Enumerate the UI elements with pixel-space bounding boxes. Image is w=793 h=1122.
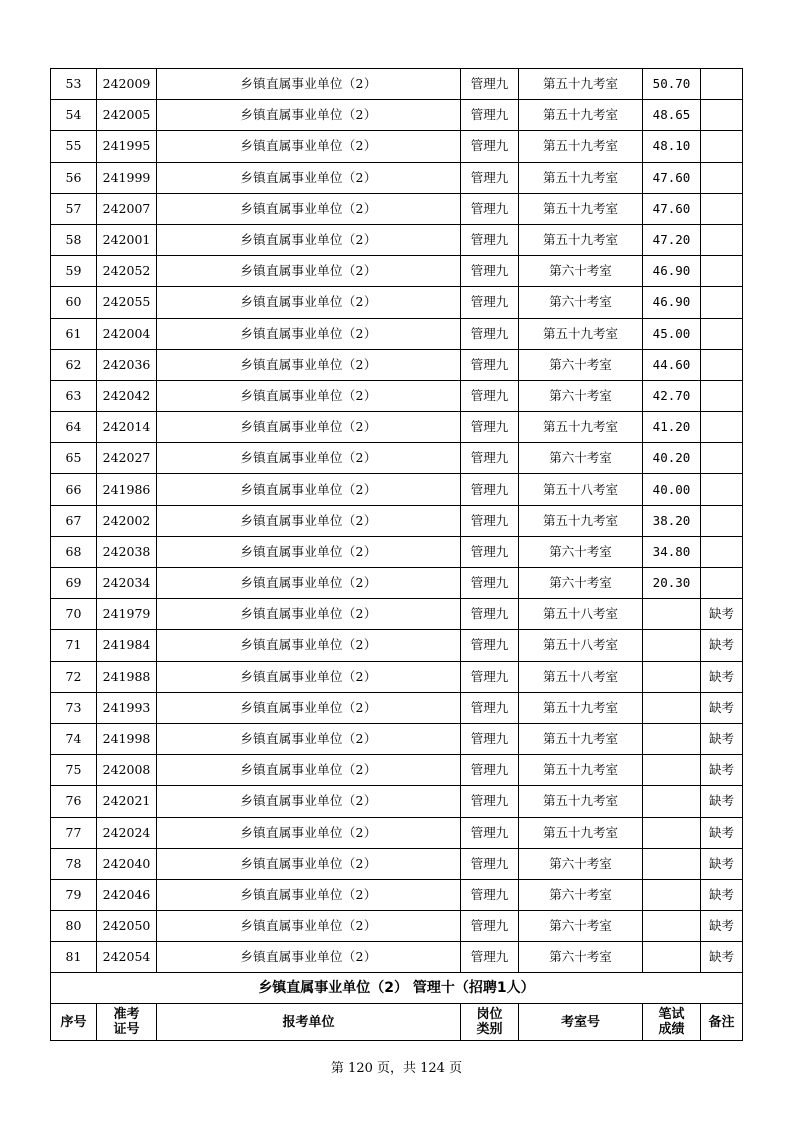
cell-id: 241984 <box>97 630 157 661</box>
cell-category: 管理九 <box>461 942 519 973</box>
cell-room: 第六十考室 <box>519 879 643 910</box>
table-row <box>51 817 743 848</box>
cell-no: 71 <box>51 630 97 661</box>
cell-score: 40.20 <box>643 443 701 474</box>
cell-no: 68 <box>51 536 97 567</box>
cell-score: 44.60 <box>643 349 701 380</box>
cell-id: 242042 <box>97 380 157 411</box>
cell-room: 第五十九考室 <box>519 786 643 817</box>
cell-score: 46.90 <box>643 287 701 318</box>
cell-score <box>643 942 701 973</box>
col-header-room: 考室号 <box>519 1004 643 1041</box>
cell-category: 管理九 <box>461 723 519 754</box>
cell-id: 242007 <box>97 193 157 224</box>
cell-note <box>701 349 743 380</box>
cell-id: 241988 <box>97 661 157 692</box>
cell-note: 缺考 <box>701 692 743 723</box>
cell-room: 第五十八考室 <box>519 599 643 630</box>
cell-room: 第五十九考室 <box>519 318 643 349</box>
cell-category: 管理九 <box>461 131 519 162</box>
cell-room: 第六十考室 <box>519 536 643 567</box>
cell-no: 56 <box>51 162 97 193</box>
col-header-no: 序号 <box>51 1004 97 1041</box>
table-row <box>51 599 743 630</box>
table-row <box>51 256 743 287</box>
cell-note: 缺考 <box>701 786 743 817</box>
cell-category: 管理九 <box>461 630 519 661</box>
table-row <box>51 692 743 723</box>
cell-id: 242001 <box>97 224 157 255</box>
table-row <box>51 630 743 661</box>
cell-note <box>701 536 743 567</box>
cell-category: 管理九 <box>461 412 519 443</box>
cell-score <box>643 630 701 661</box>
cell-unit: 乡镇直属事业单位（2） <box>157 848 461 879</box>
cell-id: 242024 <box>97 817 157 848</box>
cell-score: 47.60 <box>643 162 701 193</box>
cell-no: 74 <box>51 723 97 754</box>
cell-room: 第五十九考室 <box>519 692 643 723</box>
cell-score: 48.65 <box>643 100 701 131</box>
cell-id: 242036 <box>97 349 157 380</box>
cell-category: 管理九 <box>461 256 519 287</box>
cell-unit: 乡镇直属事业单位（2） <box>157 723 461 754</box>
cell-score <box>643 911 701 942</box>
cell-no: 53 <box>51 69 97 100</box>
cell-score: 48.10 <box>643 131 701 162</box>
cell-note <box>701 443 743 474</box>
cell-no: 65 <box>51 443 97 474</box>
table-row <box>51 412 743 443</box>
cell-room: 第五十八考室 <box>519 630 643 661</box>
cell-note <box>701 568 743 599</box>
cell-unit: 乡镇直属事业单位（2） <box>157 256 461 287</box>
table-row <box>51 723 743 754</box>
cell-room: 第五十九考室 <box>519 224 643 255</box>
cell-room: 第六十考室 <box>519 443 643 474</box>
cell-category: 管理九 <box>461 380 519 411</box>
cell-id: 242002 <box>97 505 157 536</box>
cell-score <box>643 692 701 723</box>
cell-unit: 乡镇直属事业单位（2） <box>157 879 461 910</box>
table-row <box>51 131 743 162</box>
cell-room: 第五十九考室 <box>519 69 643 100</box>
cell-room: 第五十九考室 <box>519 193 643 224</box>
cell-unit: 乡镇直属事业单位（2） <box>157 568 461 599</box>
cell-category: 管理九 <box>461 536 519 567</box>
cell-unit: 乡镇直属事业单位（2） <box>157 443 461 474</box>
cell-note <box>701 224 743 255</box>
cell-id: 242046 <box>97 879 157 910</box>
cell-no: 73 <box>51 692 97 723</box>
cell-unit: 乡镇直属事业单位（2） <box>157 224 461 255</box>
cell-unit: 乡镇直属事业单位（2） <box>157 817 461 848</box>
cell-note <box>701 100 743 131</box>
cell-no: 64 <box>51 412 97 443</box>
table-row <box>51 69 743 100</box>
cell-note <box>701 412 743 443</box>
cell-unit: 乡镇直属事业单位（2） <box>157 786 461 817</box>
cell-no: 61 <box>51 318 97 349</box>
cell-room: 第六十考室 <box>519 349 643 380</box>
table-row <box>51 443 743 474</box>
cell-id: 242034 <box>97 568 157 599</box>
table-row <box>51 474 743 505</box>
cell-note: 缺考 <box>701 879 743 910</box>
cell-note: 缺考 <box>701 755 743 786</box>
cell-score <box>643 723 701 754</box>
cell-note: 缺考 <box>701 599 743 630</box>
cell-category: 管理九 <box>461 692 519 723</box>
cell-id: 242027 <box>97 443 157 474</box>
cell-score: 20.30 <box>643 568 701 599</box>
cell-no: 63 <box>51 380 97 411</box>
cell-category: 管理九 <box>461 755 519 786</box>
cell-no: 80 <box>51 911 97 942</box>
cell-no: 72 <box>51 661 97 692</box>
table-row <box>51 349 743 380</box>
table-row <box>51 879 743 910</box>
cell-unit: 乡镇直属事业单位（2） <box>157 911 461 942</box>
col-header-category <box>461 1004 519 1041</box>
cell-note <box>701 380 743 411</box>
cell-note <box>701 474 743 505</box>
cell-category: 管理九 <box>461 443 519 474</box>
cell-category: 管理九 <box>461 193 519 224</box>
cell-category: 管理九 <box>461 474 519 505</box>
cell-room: 第六十考室 <box>519 568 643 599</box>
cell-note <box>701 193 743 224</box>
cell-room: 第五十九考室 <box>519 412 643 443</box>
table-row <box>51 224 743 255</box>
table-row <box>51 911 743 942</box>
cell-score: 47.60 <box>643 193 701 224</box>
cell-no: 81 <box>51 942 97 973</box>
cell-score: 50.70 <box>643 69 701 100</box>
table-row <box>51 162 743 193</box>
cell-category: 管理九 <box>461 505 519 536</box>
table-row <box>51 193 743 224</box>
table-row <box>51 755 743 786</box>
cell-id: 242054 <box>97 942 157 973</box>
cell-category: 管理九 <box>461 661 519 692</box>
table-row <box>51 100 743 131</box>
cell-no: 67 <box>51 505 97 536</box>
cell-category: 管理九 <box>461 318 519 349</box>
cell-room: 第五十八考室 <box>519 474 643 505</box>
table-row <box>51 287 743 318</box>
cell-room: 第五十九考室 <box>519 100 643 131</box>
cell-unit: 乡镇直属事业单位（2） <box>157 100 461 131</box>
cell-room: 第五十八考室 <box>519 661 643 692</box>
table-row <box>51 661 743 692</box>
cell-score <box>643 848 701 879</box>
cell-note <box>701 318 743 349</box>
cell-unit: 乡镇直属事业单位（2） <box>157 131 461 162</box>
cell-note <box>701 131 743 162</box>
table-body <box>51 69 743 973</box>
header-row <box>51 1004 743 1041</box>
cell-score: 34.80 <box>643 536 701 567</box>
cell-unit: 乡镇直属事业单位（2） <box>157 692 461 723</box>
cell-id: 242008 <box>97 755 157 786</box>
cell-id: 241986 <box>97 474 157 505</box>
cell-room: 第六十考室 <box>519 911 643 942</box>
cell-unit: 乡镇直属事业单位（2） <box>157 318 461 349</box>
cell-category: 管理九 <box>461 879 519 910</box>
cell-no: 79 <box>51 879 97 910</box>
table-row <box>51 380 743 411</box>
cell-category: 管理九 <box>461 349 519 380</box>
cell-id: 241998 <box>97 723 157 754</box>
cell-id: 241993 <box>97 692 157 723</box>
cell-id: 242014 <box>97 412 157 443</box>
cell-unit: 乡镇直属事业单位（2） <box>157 599 461 630</box>
cell-note <box>701 162 743 193</box>
cell-score: 38.20 <box>643 505 701 536</box>
cell-no: 55 <box>51 131 97 162</box>
cell-room: 第六十考室 <box>519 848 643 879</box>
table-row <box>51 568 743 599</box>
cell-unit: 乡镇直属事业单位（2） <box>157 942 461 973</box>
table-row <box>51 848 743 879</box>
cell-no: 54 <box>51 100 97 131</box>
table-row <box>51 536 743 567</box>
cell-room: 第五十九考室 <box>519 505 643 536</box>
col-header-unit: 报考单位 <box>157 1004 461 1041</box>
cell-note: 缺考 <box>701 848 743 879</box>
section-title: 乡镇直属事业单位（2） 管理十（招聘1人） <box>51 973 743 1004</box>
cell-score: 40.00 <box>643 474 701 505</box>
score-table <box>50 68 743 1041</box>
cell-no: 70 <box>51 599 97 630</box>
cell-no: 58 <box>51 224 97 255</box>
col-header-id <box>97 1004 157 1041</box>
cell-score <box>643 817 701 848</box>
cell-note: 缺考 <box>701 630 743 661</box>
col-header-id-text: 准考 证号 <box>113 1007 140 1038</box>
cell-no: 57 <box>51 193 97 224</box>
cell-unit: 乡镇直属事业单位（2） <box>157 380 461 411</box>
cell-unit: 乡镇直属事业单位（2） <box>157 630 461 661</box>
cell-room: 第五十九考室 <box>519 162 643 193</box>
table-row <box>51 942 743 973</box>
cell-id: 242052 <box>97 256 157 287</box>
cell-room: 第五十九考室 <box>519 755 643 786</box>
cell-score <box>643 879 701 910</box>
cell-no: 69 <box>51 568 97 599</box>
cell-category: 管理九 <box>461 69 519 100</box>
cell-no: 62 <box>51 349 97 380</box>
cell-note: 缺考 <box>701 661 743 692</box>
cell-note <box>701 69 743 100</box>
cell-note <box>701 505 743 536</box>
cell-room: 第五十九考室 <box>519 131 643 162</box>
cell-id: 241979 <box>97 599 157 630</box>
cell-score <box>643 755 701 786</box>
cell-category: 管理九 <box>461 287 519 318</box>
cell-category: 管理九 <box>461 786 519 817</box>
cell-unit: 乡镇直属事业单位（2） <box>157 287 461 318</box>
cell-category: 管理九 <box>461 224 519 255</box>
cell-room: 第六十考室 <box>519 256 643 287</box>
table-row <box>51 318 743 349</box>
cell-room: 第五十九考室 <box>519 817 643 848</box>
cell-category: 管理九 <box>461 599 519 630</box>
cell-id: 242005 <box>97 100 157 131</box>
col-header-category-text: 岗位 类别 <box>476 1007 503 1038</box>
cell-note: 缺考 <box>701 723 743 754</box>
cell-unit: 乡镇直属事业单位（2） <box>157 349 461 380</box>
cell-unit: 乡镇直属事业单位（2） <box>157 69 461 100</box>
cell-category: 管理九 <box>461 848 519 879</box>
cell-unit: 乡镇直属事业单位（2） <box>157 193 461 224</box>
cell-score <box>643 786 701 817</box>
cell-no: 59 <box>51 256 97 287</box>
cell-unit: 乡镇直属事业单位（2） <box>157 661 461 692</box>
cell-score: 45.00 <box>643 318 701 349</box>
cell-note <box>701 287 743 318</box>
cell-id: 241999 <box>97 162 157 193</box>
cell-room: 第六十考室 <box>519 942 643 973</box>
cell-unit: 乡镇直属事业单位（2） <box>157 755 461 786</box>
section-row <box>51 973 743 1004</box>
cell-category: 管理九 <box>461 911 519 942</box>
cell-room: 第六十考室 <box>519 287 643 318</box>
cell-score <box>643 661 701 692</box>
cell-no: 76 <box>51 786 97 817</box>
cell-category: 管理九 <box>461 162 519 193</box>
cell-no: 78 <box>51 848 97 879</box>
col-header-score <box>643 1004 701 1041</box>
col-header-note: 备注 <box>701 1004 743 1041</box>
cell-score: 42.70 <box>643 380 701 411</box>
cell-no: 60 <box>51 287 97 318</box>
cell-score: 41.20 <box>643 412 701 443</box>
cell-category: 管理九 <box>461 568 519 599</box>
cell-score: 46.90 <box>643 256 701 287</box>
col-header-score-text: 笔试 成绩 <box>658 1007 685 1038</box>
cell-score: 47.20 <box>643 224 701 255</box>
cell-no: 75 <box>51 755 97 786</box>
cell-note <box>701 256 743 287</box>
cell-no: 77 <box>51 817 97 848</box>
cell-id: 242040 <box>97 848 157 879</box>
cell-category: 管理九 <box>461 100 519 131</box>
cell-unit: 乡镇直属事业单位（2） <box>157 505 461 536</box>
cell-category: 管理九 <box>461 817 519 848</box>
cell-id: 242038 <box>97 536 157 567</box>
cell-id: 242004 <box>97 318 157 349</box>
page-footer: 第 120 页，共 124 页 <box>330 1061 463 1076</box>
cell-id: 241995 <box>97 131 157 162</box>
cell-room: 第六十考室 <box>519 380 643 411</box>
cell-unit: 乡镇直属事业单位（2） <box>157 536 461 567</box>
cell-id: 242009 <box>97 69 157 100</box>
cell-unit: 乡镇直属事业单位（2） <box>157 474 461 505</box>
cell-room: 第五十九考室 <box>519 723 643 754</box>
cell-note: 缺考 <box>701 911 743 942</box>
cell-no: 66 <box>51 474 97 505</box>
table-row <box>51 786 743 817</box>
cell-id: 242050 <box>97 911 157 942</box>
cell-note: 缺考 <box>701 942 743 973</box>
table-row <box>51 505 743 536</box>
cell-note: 缺考 <box>701 817 743 848</box>
cell-unit: 乡镇直属事业单位（2） <box>157 162 461 193</box>
cell-id: 242021 <box>97 786 157 817</box>
cell-id: 242055 <box>97 287 157 318</box>
cell-score <box>643 599 701 630</box>
cell-unit: 乡镇直属事业单位（2） <box>157 412 461 443</box>
